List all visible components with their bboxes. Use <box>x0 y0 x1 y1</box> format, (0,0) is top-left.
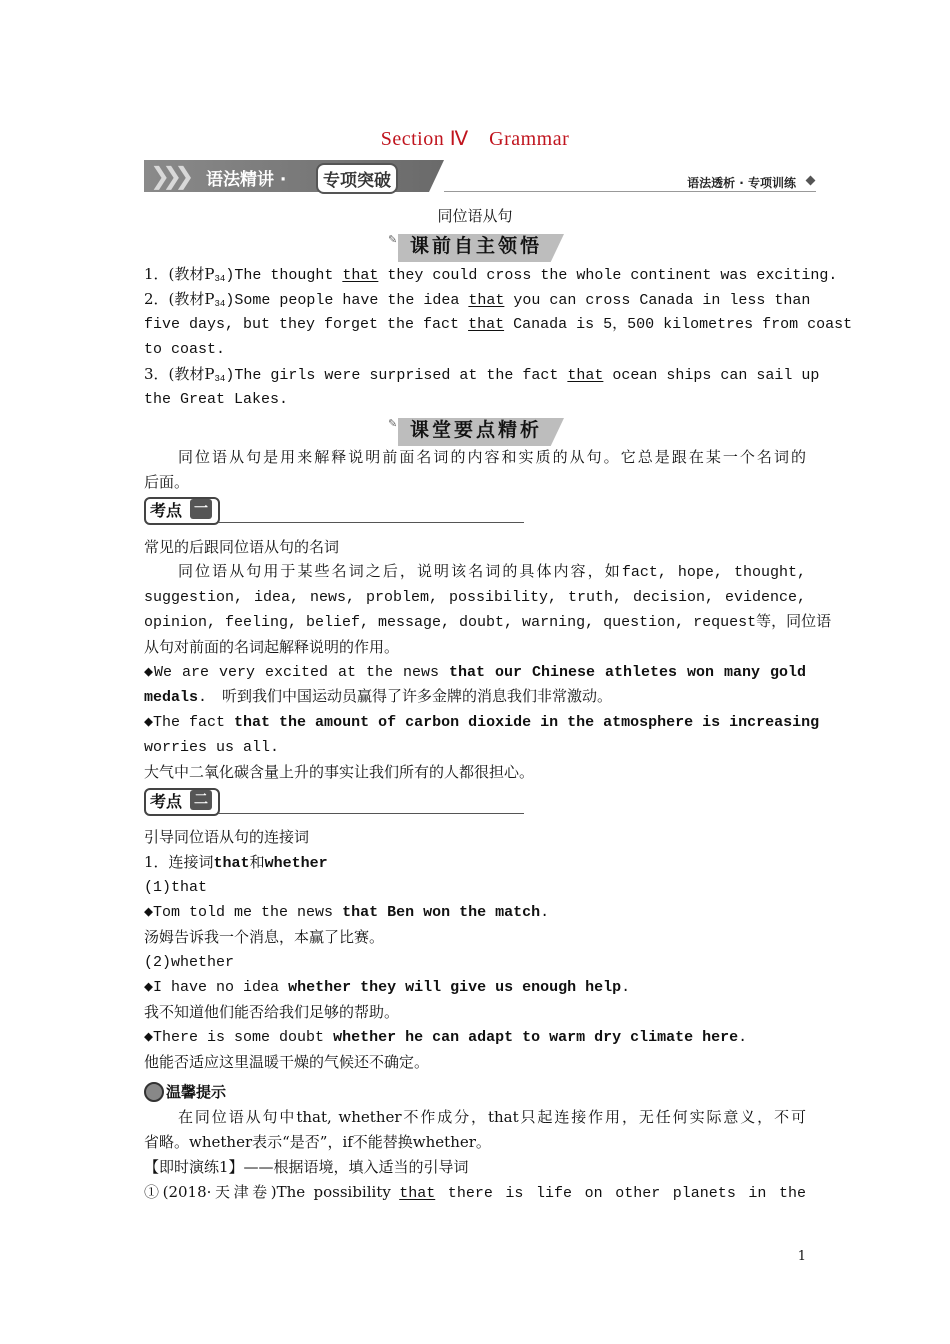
kaodian-2-item: (1)that <box>144 879 208 896</box>
tip-text: 在同位语从句中that, whether不作成分，that只起连接作用，无任何实际意义，不可 <box>178 1108 806 1126</box>
kaodian-1-para: 同位语从句用于某些名词之后，说明该名词的具体内容，如fact, hope, thought, <box>178 564 806 581</box>
example-sentence: ◆There is some doubt whether he can adapt to warm dry climate here. <box>144 1029 748 1046</box>
example-sentence: medals. 听到我们中国运动员赢得了许多金牌的消息我们非常激动。 <box>144 689 613 706</box>
drill-title: 【即时演练1】——根据语境，填入适当的引导词 <box>144 1158 469 1176</box>
kaodian-1-title: 常见的后跟同位语从句的名词 <box>144 538 340 556</box>
intro-text: 同位语从句是用来解释说明前面名词的内容和实质的从句。它总是跟在某一个名词的 <box>178 448 806 466</box>
diamond-icon <box>806 176 816 186</box>
banner-right-label: 语法透析 · 专项训练 <box>687 176 796 190</box>
answer: that <box>567 367 604 384</box>
kaodian-2: 考点 二 <box>144 788 524 816</box>
answer: that <box>468 292 505 309</box>
example-translation: 他能否适应这里温暖干燥的气候还不确定。 <box>144 1053 430 1071</box>
banner-bar <box>144 160 444 192</box>
example-sentence: ◆The fact that the amount of carbon dioxide in the atmosphere is increasing <box>144 714 820 731</box>
drill-item: ①(2018·天津卷)The possibility that there is life on other planets in the <box>144 1183 807 1202</box>
kaodian-2-subtitle: 1．连接词that和whether <box>144 853 328 872</box>
answer: that <box>399 1185 436 1202</box>
page-title: Section Ⅳ Grammar <box>380 128 570 150</box>
pencil-icon: ✎ <box>387 233 398 246</box>
exercise-2-end: to coast. <box>144 341 226 358</box>
kaodian-1: 考点 一 <box>144 497 524 525</box>
answer: that <box>342 267 379 284</box>
section-heading-1: ✎ 课前自主领悟 <box>0 230 950 260</box>
section-banner <box>144 160 816 194</box>
section-heading-2: ✎ 课堂要点精析 <box>0 414 950 444</box>
example-sentence: ◆I have no idea whether they will give us enough help. <box>144 979 631 996</box>
intro-text-end: 后面。 <box>144 473 190 491</box>
example-sentence: ◆Tom told me the news that Ben won the match. <box>144 904 550 921</box>
kaodian-1-para: suggestion, idea, news, problem, possibility, truth, decision, evidence, <box>144 589 806 606</box>
topic-title: 同位语从句 <box>437 207 513 225</box>
exercise-2-cont: five days, but they forget the fact that Canada is 5，500 kilometres from coast <box>144 316 853 333</box>
example-translation: 大气中二氧化碳含量上升的事实让我们所有的人都很担心。 <box>144 763 535 781</box>
banner-rule <box>444 191 816 192</box>
exercise-3-end: the Great Lakes. <box>144 391 289 408</box>
exercise-1: 1．(教材$P_{34})The$ thought that they could cross the whole continent was exciting. <box>144 265 838 284</box>
banner-left-label: 语法精讲 · <box>206 170 287 190</box>
kaodian-1-para: 从句对前面的名词起解释说明的作用。 <box>144 638 400 656</box>
page-number: 1 <box>797 1249 806 1264</box>
chevron-right-icon: ❯❯❯ <box>150 162 187 190</box>
kaodian-2-title: 引导同位语从句的连接词 <box>144 828 310 846</box>
example-translation: 我不知道他们能否给我们足够的帮助。 <box>144 1003 400 1021</box>
exercise-2: 2．(教材$P_{34})Some$ people have the idea that you can cross Canada in less than <box>144 290 811 309</box>
pencil-icon: ✎ <box>387 417 398 430</box>
answer: that <box>468 316 505 333</box>
tip-text: 省略。whether表示“是否”，if不能替换whether。 <box>144 1133 491 1151</box>
example-sentence: ◆We are very excited at the news that our Chinese athletes won many gold <box>144 664 806 681</box>
kaodian-1-para: opinion, feeling, belief, message, doubt, warning, question, request等，同位语 <box>144 614 832 631</box>
smiley-icon <box>144 1082 164 1102</box>
exercise-3: 3．(教材$P_{34})The$ girls were surprised at the fact that ocean ships can sail up <box>144 365 820 384</box>
banner-mid-label: 专项突破 <box>316 163 398 194</box>
example-translation: 汤姆告诉我一个消息，本赢了比赛。 <box>144 928 385 946</box>
kaodian-2-item: (2)whether <box>144 954 235 971</box>
example-sentence: worries us all. <box>144 739 280 756</box>
